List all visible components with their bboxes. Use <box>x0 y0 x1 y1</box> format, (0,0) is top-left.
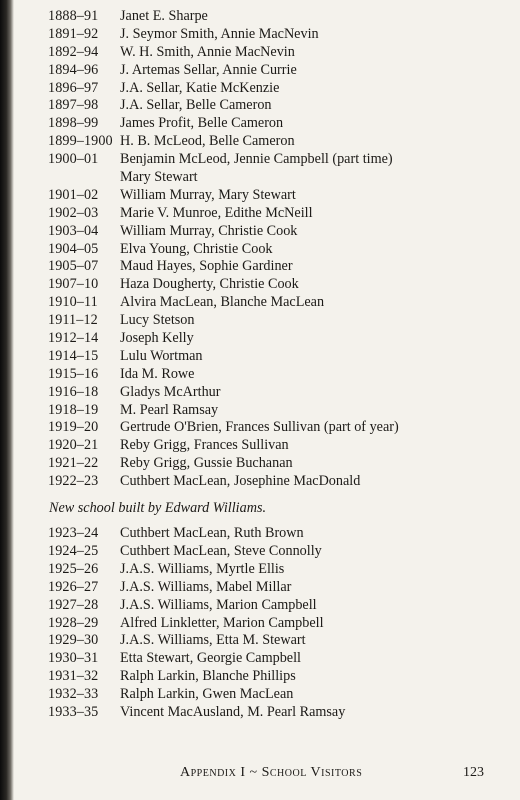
year-range: 1923–24 <box>48 525 99 542</box>
visitor-row <box>48 187 480 205</box>
visitor-names: Gladys McArthur <box>120 383 221 400</box>
visitor-row <box>48 151 480 169</box>
year-range: 1911–12 <box>48 312 98 329</box>
visitor-row <box>48 615 480 633</box>
visitor-names: J.A.S. Williams, Mabel Millar <box>120 578 292 595</box>
visitor-names: Etta Stewart, Georgie Campbell <box>120 650 301 667</box>
visitor-names: H. B. McLeod, Belle Cameron <box>120 133 295 150</box>
new-school-note: New school built by Edward Williams. <box>49 500 267 517</box>
year-range: 1921–22 <box>48 455 99 472</box>
visitor-names: J. Seymor Smith, Annie MacNevin <box>120 25 319 42</box>
visitor-row <box>48 561 480 579</box>
visitor-row <box>48 223 480 241</box>
year-range: 1910–11 <box>48 294 98 311</box>
visitor-row <box>48 169 480 187</box>
year-range: 1902–03 <box>48 204 99 221</box>
year-range: 1919–20 <box>48 419 99 436</box>
visitor-row <box>48 97 480 115</box>
visitor-names: Alfred Linkletter, Marion Campbell <box>120 614 324 631</box>
year-range: 1929–30 <box>48 632 99 649</box>
visitor-names: Ralph Larkin, Gwen MacLean <box>120 686 294 703</box>
year-range: 1927–28 <box>48 596 99 613</box>
visitor-names: Reby Grigg, Gussie Buchanan <box>120 455 293 472</box>
running-footer-title: Appendix I ~ School Visitors <box>180 765 363 780</box>
year-range: 1916–18 <box>48 383 99 400</box>
visitor-row <box>48 668 480 686</box>
visitor-names: Benjamin McLeod, Jennie Campbell (part time) <box>120 151 393 168</box>
visitor-names: J. Artemas Sellar, Annie Currie <box>120 61 297 78</box>
visitor-row <box>48 525 480 543</box>
visitor-row <box>48 419 480 437</box>
visitor-row <box>48 366 480 384</box>
spacer <box>48 491 480 499</box>
visitor-names: William Murray, Christie Cook <box>120 222 298 239</box>
year-range: 1904–05 <box>48 240 99 257</box>
year-range: 1926–27 <box>48 578 99 595</box>
binding-shadow <box>0 0 14 800</box>
visitor-row <box>48 205 480 223</box>
visitor-names: Marie V. Munroe, Edithe McNeill <box>120 204 313 221</box>
year-range: 1924–25 <box>48 542 99 559</box>
visitor-row <box>48 384 480 402</box>
year-range: 1925–26 <box>48 560 99 577</box>
visitor-names: Cuthbert MacLean, Josephine MacDonald <box>120 473 361 490</box>
visitor-names: Elva Young, Christie Cook <box>120 240 273 257</box>
visitor-names: Mary Stewart <box>120 169 198 186</box>
year-range: 1922–23 <box>48 473 99 490</box>
visitor-names: J.A.S. Williams, Etta M. Stewart <box>120 632 306 649</box>
visitor-names: Cuthbert MacLean, Ruth Brown <box>120 525 304 542</box>
visitor-row <box>48 402 480 420</box>
visitor-row <box>48 543 480 561</box>
year-range: 1932–33 <box>48 686 99 703</box>
visitor-row <box>48 115 480 133</box>
year-range: 1912–14 <box>48 330 99 347</box>
visitor-row <box>48 276 480 294</box>
visitor-names: William Murray, Mary Stewart <box>120 186 296 203</box>
spacer <box>48 517 480 525</box>
visitor-row <box>48 258 480 276</box>
visitor-names: Janet E. Sharpe <box>120 8 208 24</box>
year-range: 1892–94 <box>48 43 99 60</box>
year-range: 1899–1900 <box>48 133 113 150</box>
visitor-row <box>48 62 480 80</box>
visitor-row <box>48 455 480 473</box>
visitor-names: Alvira MacLean, Blanche MacLean <box>120 294 325 311</box>
visitor-names: Cuthbert MacLean, Steve Connolly <box>120 542 322 559</box>
year-range: 1900–01 <box>48 151 99 168</box>
visitor-row <box>48 473 480 491</box>
visitor-names: J.A. Sellar, Belle Cameron <box>120 97 272 114</box>
year-range: 1914–15 <box>48 347 99 364</box>
visitor-names: Haza Dougherty, Christie Cook <box>120 276 299 293</box>
visitor-names: Reby Grigg, Frances Sullivan <box>120 437 289 454</box>
year-range: 1888–91 <box>48 8 99 24</box>
visitor-names: J.A.S. Williams, Marion Campbell <box>120 596 317 613</box>
year-range: 1918–19 <box>48 401 99 418</box>
page-number: 123 <box>463 765 484 780</box>
year-range: 1915–16 <box>48 365 99 382</box>
year-range: 1901–02 <box>48 186 99 203</box>
visitor-row <box>48 597 480 615</box>
visitor-row <box>48 437 480 455</box>
visitor-row <box>48 704 480 722</box>
visitor-row <box>48 330 480 348</box>
visitor-row <box>48 241 480 259</box>
visitor-names: W. H. Smith, Annie MacNevin <box>120 43 295 60</box>
visitor-names: J.A.S. Williams, Myrtle Ellis <box>120 560 285 577</box>
visitor-names: Vincent MacAusland, M. Pearl Ramsay <box>120 703 346 720</box>
visitor-row <box>48 686 480 704</box>
year-range: 1931–32 <box>48 668 99 685</box>
year-range: 1928–29 <box>48 614 99 631</box>
visitor-row <box>48 133 480 151</box>
year-range: 1905–07 <box>48 258 99 275</box>
visitor-row <box>48 26 480 44</box>
visitor-list-before-new-school <box>48 8 480 491</box>
visitor-row <box>48 348 480 366</box>
visitor-names: Ida M. Rowe <box>120 365 195 382</box>
visitor-names: J.A. Sellar, Katie McKenzie <box>120 79 280 96</box>
visitor-row <box>48 8 480 26</box>
visitor-row <box>48 44 480 62</box>
year-range: 1891–92 <box>48 25 99 42</box>
visitor-names: Joseph Kelly <box>120 330 194 347</box>
year-range: 1907–10 <box>48 276 99 293</box>
visitor-row <box>48 312 480 330</box>
visitor-names: James Profit, Belle Cameron <box>120 115 284 132</box>
page-content <box>48 8 480 722</box>
visitor-row <box>48 80 480 98</box>
year-range: 1920–21 <box>48 437 99 454</box>
year-range: 1903–04 <box>48 222 99 239</box>
visitor-names: M. Pearl Ramsay <box>120 401 219 418</box>
visitor-names: Maud Hayes, Sophie Gardiner <box>120 258 293 275</box>
year-range: 1897–98 <box>48 97 99 114</box>
year-range: 1898–99 <box>48 115 99 132</box>
page-footer <box>0 762 520 786</box>
visitor-names: Ralph Larkin, Blanche Phillips <box>120 668 296 685</box>
visitor-row <box>48 632 480 650</box>
visitor-names: Gertrude O'Brien, Frances Sullivan (part of year) <box>120 419 399 436</box>
year-range: 1933–35 <box>48 703 99 720</box>
visitor-names: Lucy Stetson <box>120 312 195 329</box>
visitor-list-after-new-school <box>48 525 480 722</box>
year-range: 1930–31 <box>48 650 99 667</box>
visitor-row <box>48 294 480 312</box>
visitor-names: Lulu Wortman <box>120 347 203 364</box>
year-range: 1896–97 <box>48 79 99 96</box>
year-range: 1894–96 <box>48 61 99 78</box>
visitor-row <box>48 579 480 597</box>
visitor-row <box>48 650 480 668</box>
